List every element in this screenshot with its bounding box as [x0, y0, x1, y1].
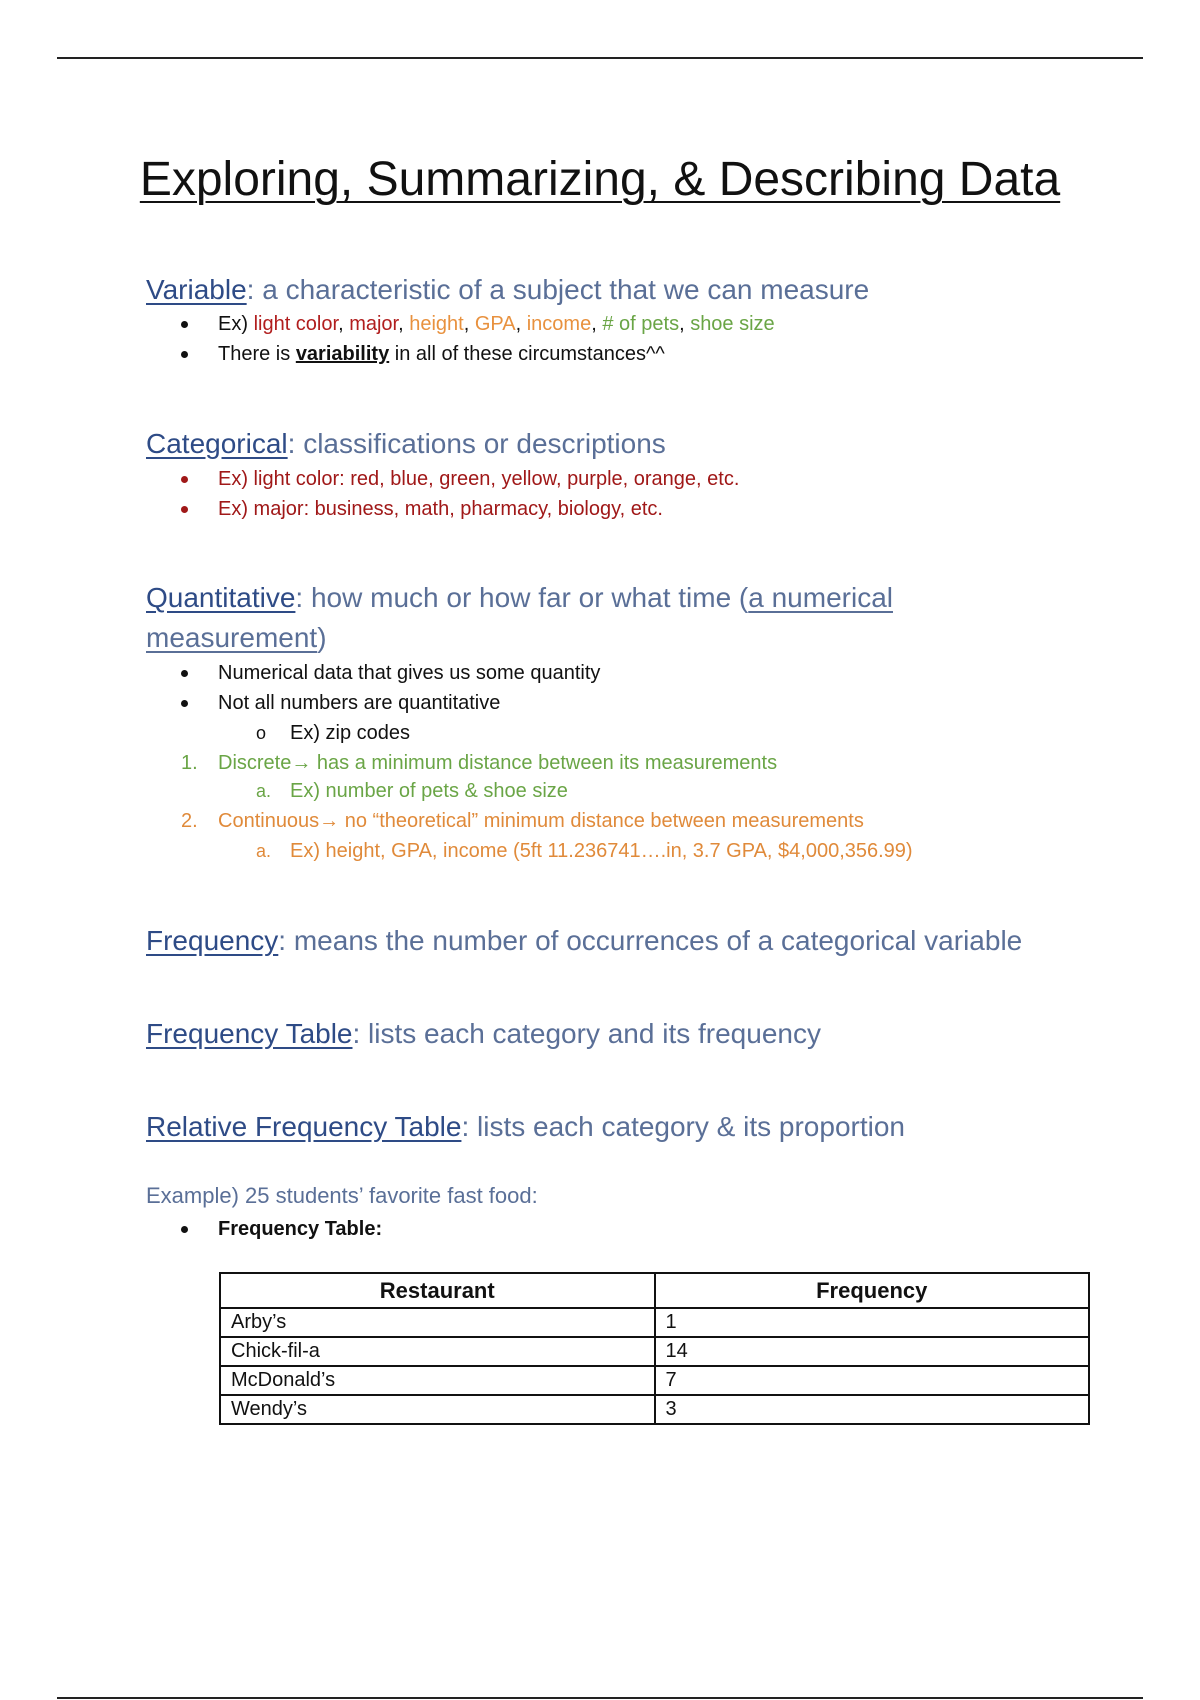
quantitative-heading-cont	[146, 618, 327, 658]
frequency-table-term: Frequency Table	[146, 1018, 353, 1049]
variable-examples-prefix: Ex)	[218, 313, 254, 335]
relative-frequency-table-definition: : lists each category & its proportion	[461, 1111, 905, 1142]
quantitative-bullet-2: Not all numbers are quantitative	[218, 688, 500, 718]
variable-example-item: height	[409, 313, 464, 335]
variability-before: There is	[218, 343, 296, 365]
relative-frequency-table-term: Relative Frequency Table	[146, 1111, 462, 1142]
variable-examples-bullet	[218, 309, 775, 339]
table-header-frequency: Frequency	[655, 1273, 1090, 1308]
bottom-rule	[57, 1697, 1143, 1699]
continuous-item	[181, 806, 864, 836]
table-header-row	[220, 1273, 1089, 1308]
discrete-marker: 1.	[181, 752, 198, 774]
table-cell-restaurant: Chick-fil-a	[220, 1337, 655, 1366]
quantitative-definition-link-2: measurement	[146, 622, 318, 653]
variable-example-item: major	[349, 313, 399, 335]
continuous-sub-item	[256, 836, 913, 866]
variability-after: in all of these circumstances^^	[389, 343, 665, 365]
table-cell-frequency: 3	[655, 1395, 1090, 1424]
variability-bullet	[218, 339, 665, 369]
variability-bold: variability	[295, 343, 390, 365]
example-label: Example) 25 students’ favorite fast food:	[146, 1183, 538, 1208]
table-cell-restaurant: McDonald’s	[220, 1366, 655, 1395]
categorical-definition: : classifications or descriptions	[287, 428, 666, 459]
quantitative-definition-start: : how much or how far or what time (	[295, 582, 749, 613]
table-cell-restaurant: Arby’s	[220, 1308, 655, 1337]
table-cell-frequency: 1	[655, 1308, 1090, 1337]
variable-example-item: shoe size	[690, 313, 775, 335]
variable-example-item: GPA	[474, 313, 516, 335]
quantitative-definition-link-1: a numerical	[748, 582, 893, 613]
frequency-table-heading	[146, 1014, 821, 1054]
discrete-item	[181, 748, 778, 778]
zip-codes-text: Ex) zip codes	[290, 722, 411, 744]
categorical-bullet-2: Ex) major: business, math, pharmacy, biology, etc.	[218, 494, 663, 524]
discrete-sub-marker: a.	[256, 781, 272, 801]
separator: ,	[515, 313, 527, 335]
discrete-sub-text: Ex) number of pets & shoe size	[290, 780, 568, 802]
separator: ,	[338, 313, 350, 335]
variable-example-items	[254, 313, 775, 335]
relative-frequency-table-heading	[146, 1107, 905, 1147]
discrete-text: Discrete→ has a minimum distance between its measurements	[218, 752, 778, 774]
separator: ,	[398, 313, 410, 335]
zip-codes-marker: o	[256, 723, 267, 743]
variable-definition: : a characteristic of a subject that we can measure	[246, 274, 870, 305]
frequency-heading	[146, 921, 1022, 961]
table-cell-frequency: 14	[655, 1337, 1090, 1366]
frequency-table-definition: : lists each category and its frequency	[352, 1018, 821, 1049]
frequency-table-bullet: Frequency Table:	[218, 1214, 382, 1244]
zip-codes-sub-bullet	[256, 718, 411, 748]
quantitative-term: Quantitative	[146, 582, 296, 613]
variable-example-item: light color	[253, 313, 339, 335]
separator: ,	[591, 313, 603, 335]
variable-example-item: income	[526, 313, 592, 335]
table-row	[220, 1395, 1089, 1424]
page-title: Exploring, Summarizing, & Describing Data	[139, 153, 1061, 206]
frequency-definition: : means the number of occurrences of a categorical variable	[278, 925, 1023, 956]
top-rule	[57, 57, 1143, 59]
continuous-sub-marker: a.	[256, 841, 272, 861]
variable-example-item: # of pets	[602, 313, 680, 335]
categorical-term: Categorical	[146, 428, 288, 459]
frequency-table	[219, 1272, 1090, 1425]
continuous-marker: 2.	[181, 810, 198, 832]
continuous-sub-text: Ex) height, GPA, income (5ft 11.236741….in, 3.7 GPA, $4,000,356.99)	[290, 840, 913, 862]
table-row	[220, 1366, 1089, 1395]
table-header-restaurant: Restaurant	[220, 1273, 655, 1308]
quantitative-bullet-1: Numerical data that gives us some quantity	[218, 658, 600, 688]
quantitative-definition-end: )	[317, 622, 327, 653]
quantitative-heading	[146, 578, 893, 618]
separator: ,	[463, 313, 475, 335]
frequency-term: Frequency	[146, 925, 279, 956]
continuous-text: Continuous→ no “theoretical” minimum distance between measurements	[218, 810, 864, 832]
categorical-heading	[146, 424, 666, 464]
discrete-sub-item	[256, 776, 568, 806]
table-row	[220, 1308, 1089, 1337]
categorical-bullet-1: Ex) light color: red, blue, green, yellow, purple, orange, etc.	[218, 464, 739, 494]
table-row	[220, 1337, 1089, 1366]
separator: ,	[679, 313, 691, 335]
variable-heading	[146, 270, 869, 310]
table-cell-frequency: 7	[655, 1366, 1090, 1395]
variable-term: Variable	[146, 274, 247, 305]
table-cell-restaurant: Wendy’s	[220, 1395, 655, 1424]
